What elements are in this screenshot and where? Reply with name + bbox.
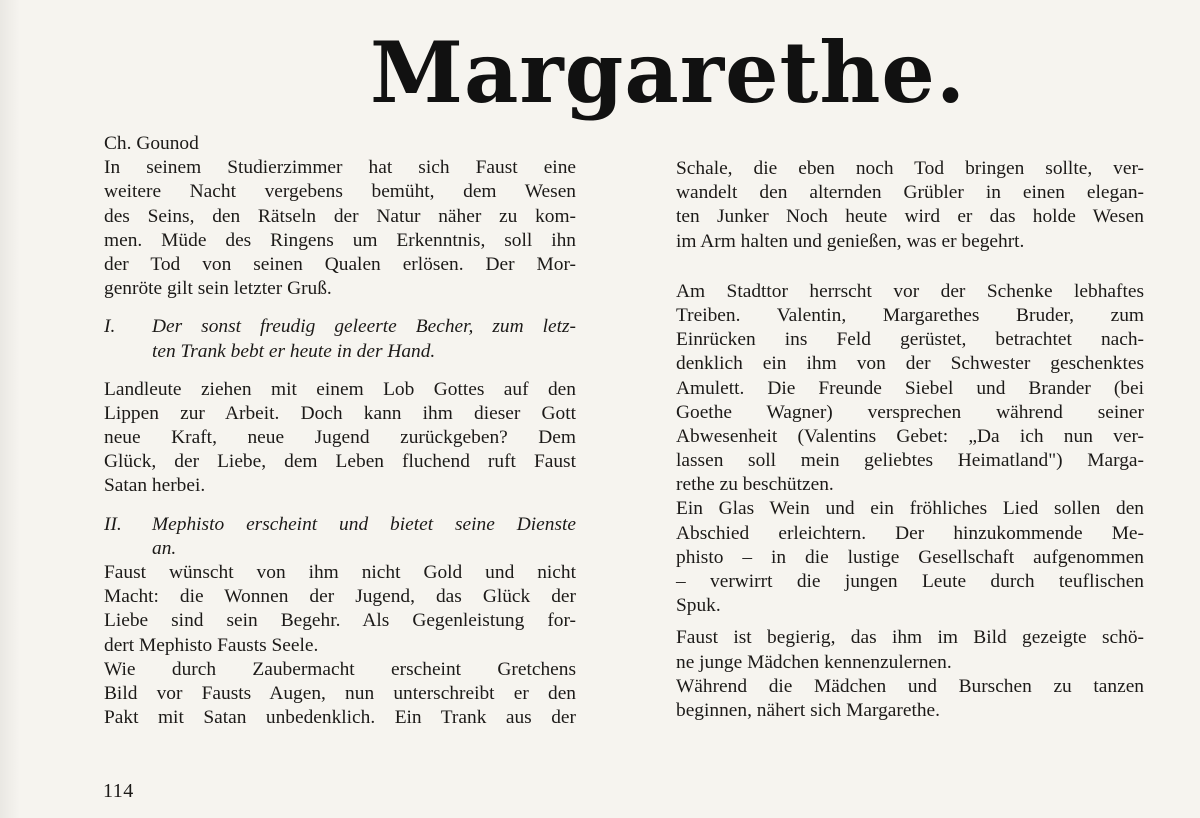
paragraph-glas-wein: Ein Glas Wein und ein fröhliches Lied sollen den Abschied erleichtern. Der hinzukommende Me- phisto – in die lustige Gesellschaft aufgenommen – verwirrt die jungen Leute durch teuflischen Spuk. <box>676 498 1144 617</box>
left-column <box>104 132 576 730</box>
intro-paragraph: In seinem Studierzimmer hat sich Faust eine weitere Nacht vergebens bemüht, dem Wesen des Seins, den Rätseln der Natur näher zu kom- men. Müde des Ringens um Erkenntnis, soll ihn der Tod von seinen Qualen erlösen. Der Mor- genröte gilt sein letzter Gruß. <box>104 157 576 300</box>
paragraph-zaubermacht: Wie durch Zaubermacht erscheint Gretchens Bild vor Fausts Augen, nun unterschreibt er den Pakt mit Satan unbedenklich. Ein Trank aus der <box>104 658 576 729</box>
scene-number: I. <box>104 316 116 338</box>
scene-2-heading: II. Mephisto erscheint und bietet seine Dienste an. <box>104 513 576 559</box>
paragraph-faust-begierig: Faust ist begierig, das ihm im Bild gezeigte schö- ne junge Mädchen kennenzulernen. <box>676 627 1144 673</box>
paragraph-schale: Schale, die eben noch Tod bringen sollte, ver- wandelt den alternden Grübler in einen elegan- ten Junker Noch heute wird er das holde Wesen im Arm halten und genießen, was er begehrt. <box>676 158 1144 252</box>
paragraph-stadttor: Am Stadttor herrscht vor der Schenke lebhaftes Treiben. Valentin, Margarethes Bruder, zum Einrücken ins Feld gerüstet, betrachtet nach- denklich ein ihm von der Schwester geschenktes Amulett. Die Freunde Siebel und Brander (bei Goethe Wagner) versprechen während seiner Abwesenheit (Valentins Gebet: „Da ich nun ver- lassen soll mein geliebtes Heimatland") Marga- rethe zu beschützen. <box>676 280 1144 496</box>
scene-1-heading: I. Der sonst freudig geleerte Becher, zum letz- ten Trank bebt er heute in der Hand. <box>104 316 576 362</box>
paragraph-tanzen: Während die Mädchen und Burschen zu tanzen beginnen, nähert sich Margarethe. <box>676 675 1144 721</box>
paragraph-landleute: Landleute ziehen mit einem Lob Gottes auf den Lippen zur Arbeit. Doch kann ihm dieser Gott neue Kraft, neue Jugend zurückgeben? Dem Glück, der Liebe, dem Leben fluchend ruft Faust Satan herbei. <box>104 378 576 497</box>
composer-credit: Ch. Gounod <box>104 133 199 154</box>
page-title: Margarethe. <box>370 23 967 122</box>
right-column <box>676 157 1144 723</box>
scene-number: II. <box>104 513 122 535</box>
paragraph-faust-wuenscht: Faust wünscht von ihm nicht Gold und nicht Macht: die Wonnen der Jugend, das Glück der Liebe sind sein Begehr. Als Gegenleistung for- dert Mephisto Fausts Seele. <box>104 562 576 656</box>
page-number: 114 <box>103 780 134 802</box>
page-edge-shadow <box>0 0 20 818</box>
